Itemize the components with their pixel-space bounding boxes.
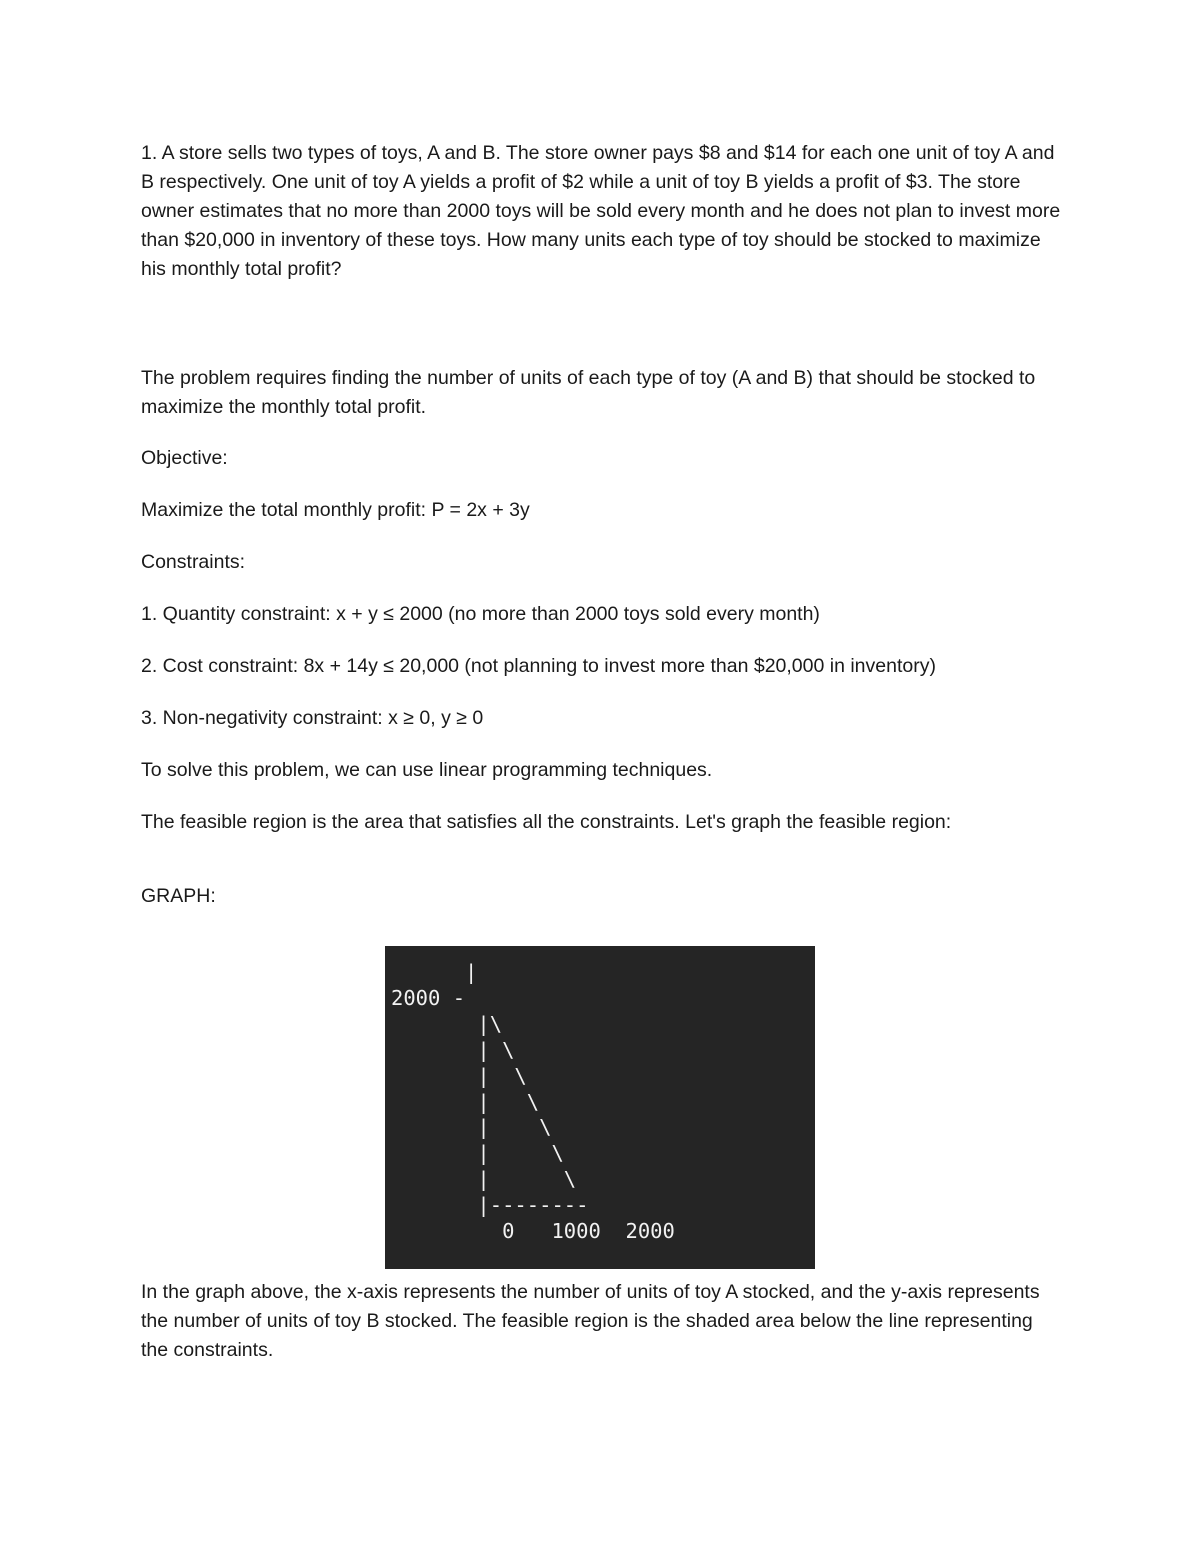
constraint-quantity: 1. Quantity constraint: x + y ≤ 2000 (no more than 2000 toys sold every month) — [141, 603, 820, 625]
ascii-graph-text: | 2000 - |\ | \ | \ | \ | \ | \ | \ |-------- 0 1000 2000 — [391, 960, 675, 1244]
document-page — [141, 139, 1061, 1365]
graph-caption: In the graph above, the x-axis represents the number of units of toy A stocked, and the y-axis represents the number of units of toy B stocked. The feasible region is the shaded area below the line representing the constraints. — [141, 1281, 1040, 1361]
graph-label: GRAPH: — [141, 885, 216, 907]
objective-function: Maximize the total monthly profit: P = 2x + 3y — [141, 499, 530, 521]
objective-heading: Objective: — [141, 447, 228, 469]
constraint-non-negativity: 3. Non-negativity constraint: x ≥ 0, y ≥ 0 — [141, 707, 484, 729]
feasible-paragraph: The feasible region is the area that satisfies all the constraints. Let's graph the feasible region: — [141, 811, 952, 833]
intro-paragraph: The problem requires finding the number of units of each type of toy (A and B) that should be stocked to maximize the monthly total profit. — [141, 367, 1036, 418]
question-paragraph: 1. A store sells two types of toys, A and B. The store owner pays $8 and $14 for each one unit of toy A and B respectively. One unit of toy A yields a profit of $2 while a unit of toy B yields a profit of $3. The store owner estimates that no more than 2000 toys will be sold every month and he does not plan to invest more than $20,000 in inventory of these toys. How many units each type of toy should be stocked to maximize his monthly total profit? — [141, 142, 1061, 280]
ascii-graph-image — [385, 946, 815, 1269]
method-paragraph: To solve this problem, we can use linear programming techniques. — [141, 759, 713, 781]
constraints-heading: Constraints: — [141, 551, 246, 573]
constraint-cost: 2. Cost constraint: 8x + 14y ≤ 20,000 (not planning to invest more than $20,000 in inventory) — [141, 655, 936, 677]
